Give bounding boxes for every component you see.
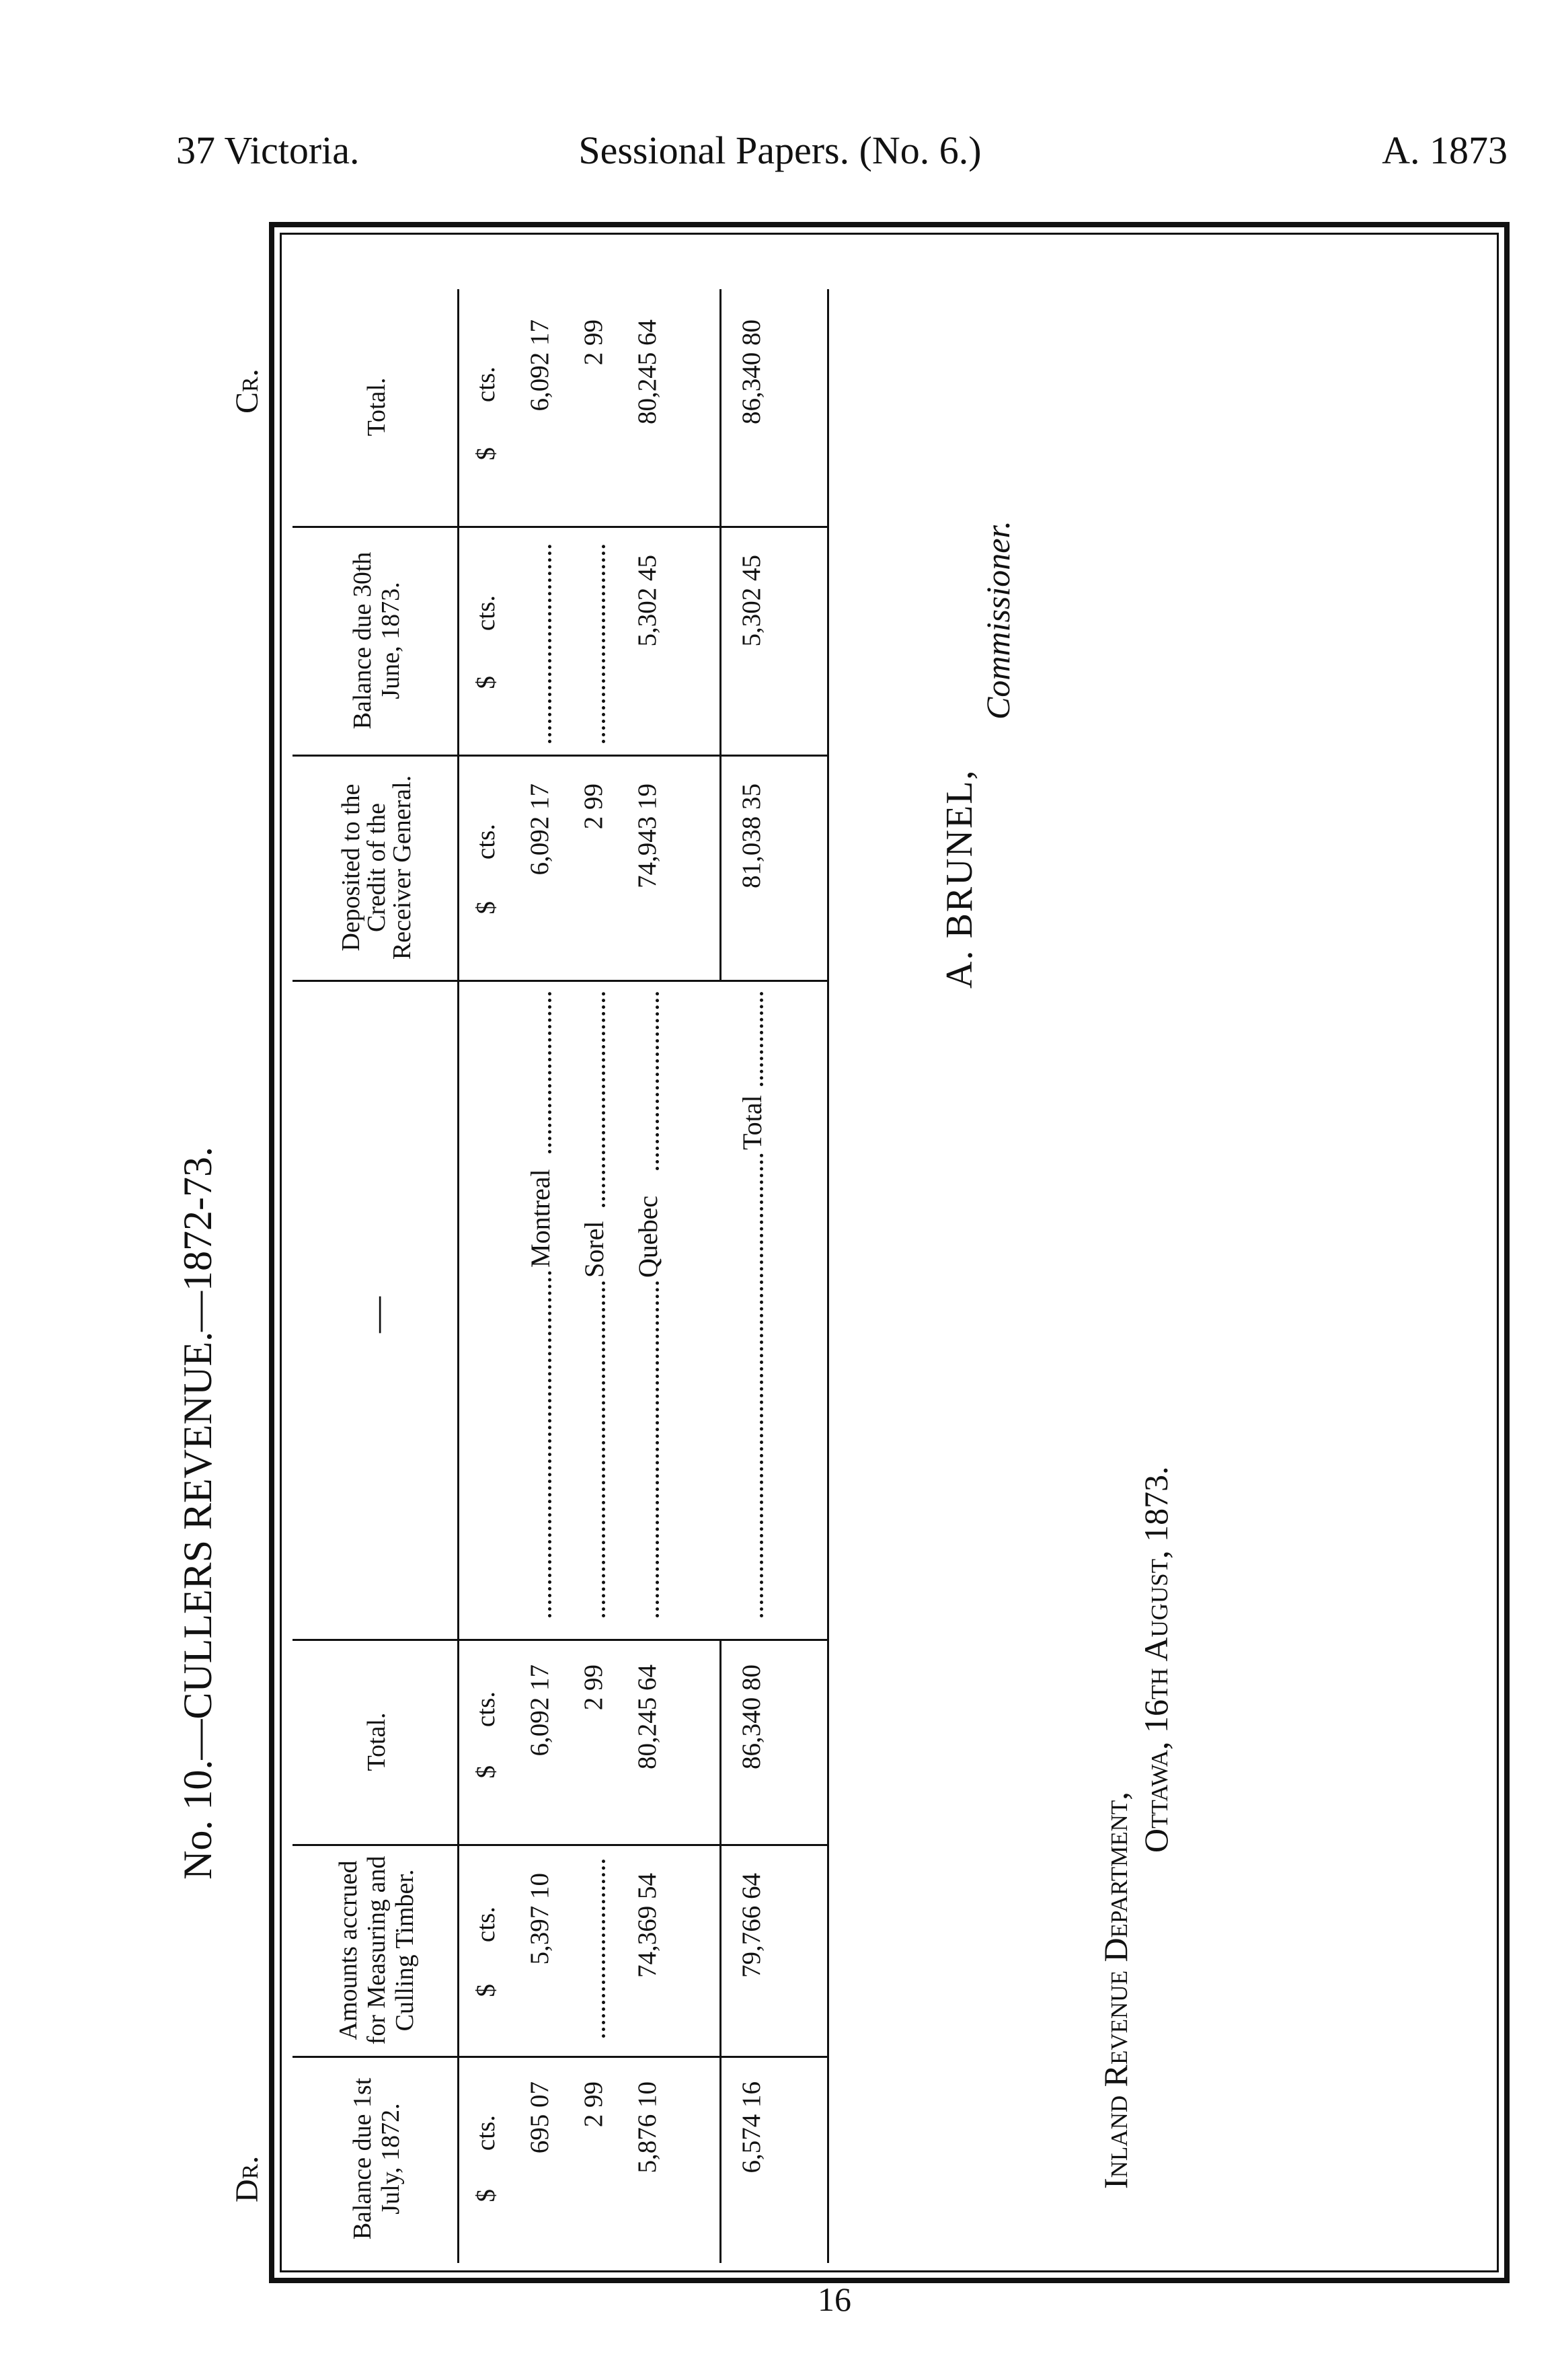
unit-dollar: $: [471, 2189, 500, 2202]
cell-total-dr: 6,092 17: [525, 1664, 554, 1757]
cell-balance-1872: 2 99: [579, 2081, 608, 2128]
unit-cts: cts.: [471, 824, 500, 860]
unit-dollar: $: [471, 447, 500, 461]
total-rule-cr: [719, 289, 722, 982]
total-label: Total: [737, 1095, 767, 1150]
total-deposited: 81,038 35: [737, 783, 766, 888]
col-balance-1873: Balance due 30th June, 1873.: [348, 551, 405, 730]
cell-total-cr: 2 99: [579, 319, 608, 366]
place-label: Montreal: [525, 1169, 555, 1268]
cell-balance-1872: 695 07: [525, 2081, 554, 2154]
signature-title: Commissioner.: [979, 521, 1017, 720]
leader-dots: [602, 545, 605, 743]
col-divider: [292, 980, 827, 982]
unit-dollar: $: [471, 901, 500, 915]
col-total-cr: Total.: [362, 377, 391, 436]
unit-cts: cts.: [471, 2115, 500, 2151]
cell-deposited: 2 99: [579, 783, 608, 830]
col-balance-1872: Balance due 1st July, 1872.: [348, 2077, 405, 2240]
header-series: Sessional Papers. (No. 6.): [578, 128, 982, 172]
leader-dots: [656, 1281, 659, 1617]
cell-balance-1872: 5,876 10: [633, 2081, 662, 2174]
cell-deposited: 6,092 17: [525, 783, 554, 876]
page-number: 16: [818, 2280, 851, 2318]
leader-dots: [548, 1271, 551, 1617]
cell-total-cr: 80,245 64: [633, 319, 662, 424]
body-rule: [827, 289, 829, 2263]
unit-cts: cts.: [471, 1907, 500, 1943]
header-volume: 37 Victoria.: [176, 128, 360, 172]
col-divider: [292, 2056, 827, 2058]
leader-dots: [656, 992, 659, 1170]
signature-name: A. BRUNEL,: [939, 769, 980, 989]
header-year: A. 1873: [1382, 128, 1508, 172]
col-deposited: Deposited to the Credit of the Receiver General.: [337, 775, 416, 960]
total-accrued: 79,766 64: [737, 1873, 766, 1978]
col-middle: —: [356, 1297, 397, 1333]
total-cr: 86,340 80: [737, 319, 766, 424]
col-divider: [292, 1844, 827, 1846]
place-label: Sorel: [579, 1221, 609, 1278]
cell-total-dr: 2 99: [579, 1664, 608, 1711]
col-amounts-accrued: Amounts accrued for Measuring and Culling Timber.: [334, 1855, 419, 2045]
leader-dots: [548, 545, 551, 743]
leader-dots: [760, 1153, 763, 1617]
leader-dots: [602, 1859, 605, 2038]
cell-balance-1873: 5,302 45: [633, 555, 662, 647]
dateline-department: Inland Revenue Department,: [1097, 1792, 1134, 2189]
table-title: No. 10.—CULLERS REVENUE.—1872-73.: [176, 1147, 220, 1880]
place-label: Quebec: [633, 1195, 663, 1278]
unit-dollar: $: [471, 676, 500, 689]
leader-dots: [760, 992, 763, 1086]
leader-dots: [602, 1281, 605, 1617]
cr-label: Cr.: [229, 369, 265, 414]
cell-accrued: 74,369 54: [633, 1873, 662, 1978]
leader-dots: [548, 992, 551, 1153]
leader-dots: [602, 992, 605, 1207]
unit-cts: cts.: [471, 595, 500, 631]
unit-cts: cts.: [471, 1691, 500, 1728]
total-balance-1872: 6,574 16: [737, 2081, 766, 2174]
col-divider: [292, 526, 827, 528]
col-divider: [292, 1639, 827, 1641]
cell-total-cr: 6,092 17: [525, 319, 554, 412]
cell-accrued: 5,397 10: [525, 1873, 554, 1965]
cell-total-dr: 80,245 64: [633, 1664, 662, 1769]
dr-label: Dr.: [229, 2155, 265, 2202]
total-rule-dr: [719, 1641, 722, 2263]
unit-dollar: $: [471, 1984, 500, 1997]
rotated-table: [161, 266, 1345, 2283]
total-balance-1873: 5,302 45: [737, 555, 766, 647]
total-dr: 86,340 80: [737, 1664, 766, 1769]
col-divider: [292, 755, 827, 757]
unit-cts: cts.: [471, 367, 500, 403]
col-total-dr: Total.: [362, 1712, 391, 1771]
dateline-place-date: Ottawa, 16th August, 1873.: [1137, 1466, 1175, 1853]
cell-deposited: 74,943 19: [633, 783, 662, 888]
unit-dollar: $: [471, 1765, 500, 1779]
